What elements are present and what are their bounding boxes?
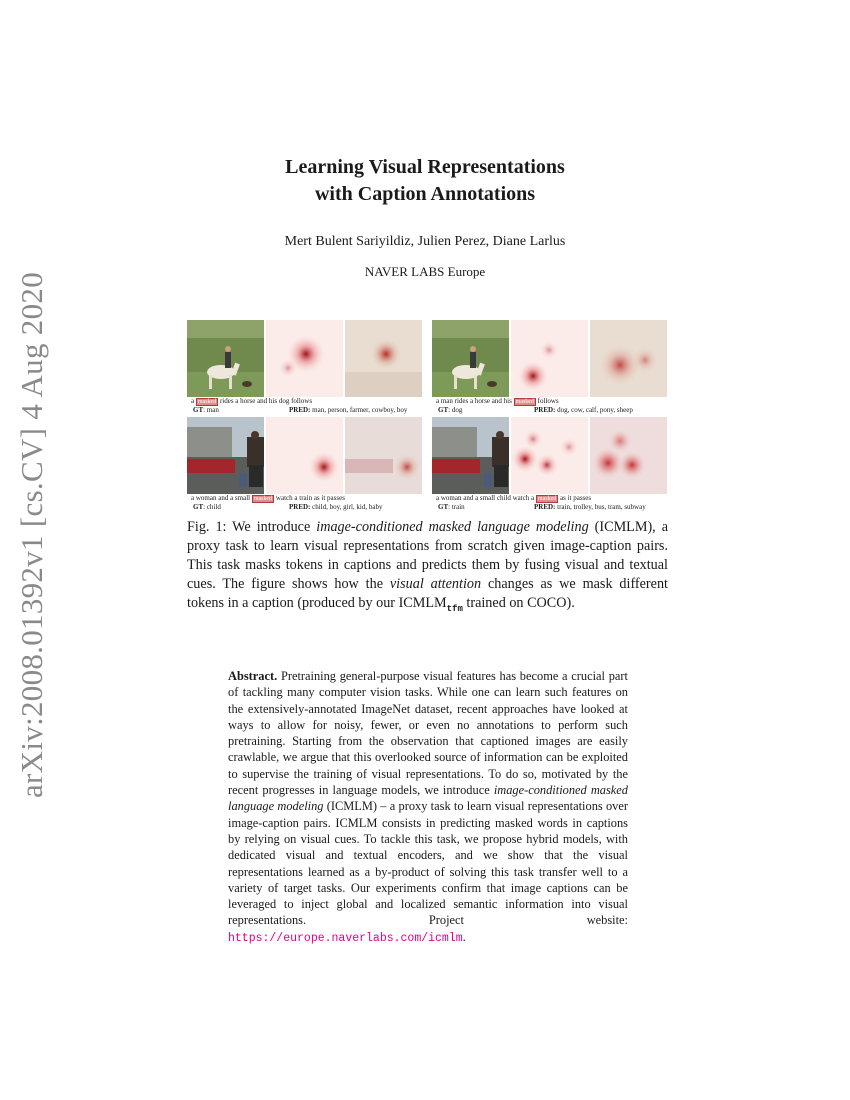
authors: Mert Bulent Sariyildiz, Julien Perez, Diane Larlus <box>284 234 566 249</box>
caption-after: rides a horse and his dog follows <box>218 397 313 405</box>
pred-label: PRED: <box>289 502 311 511</box>
figure-1 <box>187 320 668 516</box>
attention-overlay-train <box>590 417 667 494</box>
attention-map-train <box>511 417 588 494</box>
arxiv-stamp <box>12 271 52 799</box>
pred-row <box>289 406 407 415</box>
pred-value: dog, cow, calf, pony, sheep <box>557 405 633 414</box>
caption-prefix: Fig. 1: We introduce <box>187 519 317 535</box>
attention-overlay-dog <box>590 320 667 397</box>
pred-value: child, boy, girl, kid, baby <box>312 502 383 511</box>
caption-before: a man rides a horse and his <box>436 397 514 405</box>
caption-after: watch a train as it passes <box>274 494 345 502</box>
attention-overlay-child <box>345 417 422 494</box>
project-website-link[interactable]: https://europe.naverlabs.com/icmlm <box>228 931 463 945</box>
caption-before: a <box>191 397 196 405</box>
pred-label: PRED: <box>289 405 311 414</box>
gt-value: man <box>206 405 219 414</box>
abstract <box>228 668 628 947</box>
caption-subscript: tfm <box>446 603 463 614</box>
abstract-part-1: Pretraining general-purpose visual features has become a crucial part of tackling many computer vision tasks. While one can learn such features on the extensively-annotated ImageNet dataset, recent approaches have looked at ways to allow for noisy, fewer, or even no annotations to perform such pretraining. Starting from the observation that captioned images are easily crawlable, we argue that this overlooked source of information can be exploited to supervise the training of visual representations. To do so, motivated by the recent progresses in language models, we introduce <box>228 669 628 798</box>
affiliation: NAVER LABS Europe <box>364 264 486 279</box>
title-line-1: Learning Visual Representations <box>285 156 565 178</box>
gt-row: GT: train <box>438 502 465 511</box>
figure-panel-4 <box>432 417 667 513</box>
photo-train-station <box>432 417 509 494</box>
caption-mid-1: (ICMLM), a proxy task to learn visual representations from scratch given image-caption pairs. This task masks tokens in captions and predicts them by fusing visual and textual cues. The figure shows how the <box>187 519 668 592</box>
pred-label: PRED: <box>534 405 556 414</box>
figure-caption-3 <box>191 494 423 511</box>
figure-panel-2 <box>432 320 667 416</box>
photo-horse-rider <box>432 320 509 397</box>
title-line-2: with Caption Annotations <box>314 183 536 205</box>
caption-mid-2: changes as we mask different tokens in a caption (produced by our ICMLM <box>187 576 668 611</box>
gt-value: child <box>206 502 221 511</box>
photo-horse-rider <box>187 320 264 397</box>
abstract-term: image-conditioned masked language modeling <box>228 783 628 814</box>
gt-row: GT: dog <box>438 405 463 414</box>
gt-value: dog <box>451 405 463 414</box>
pred-row <box>534 503 646 512</box>
attention-overlay-man <box>345 320 422 397</box>
pred-value: man, person, farmer, cowboy, boy <box>312 405 408 414</box>
figure-caption-1 <box>191 397 423 414</box>
caption-after: as it passes <box>558 494 592 502</box>
caption-term: image-conditioned masked language modeling <box>316 519 589 535</box>
abstract-label: Abstract. <box>228 669 278 683</box>
gt-label: GT <box>438 405 449 414</box>
pred-row <box>289 503 382 512</box>
photo-train-station <box>187 417 264 494</box>
caption-term-2: visual attention <box>389 576 482 592</box>
attention-map-child <box>266 417 343 494</box>
gt-label: GT <box>193 502 204 511</box>
gt-row: GT: man <box>193 405 219 414</box>
figure-caption-4 <box>436 494 668 511</box>
masked-token: masked <box>197 399 217 405</box>
figure-caption-2 <box>436 397 668 414</box>
masked-token: masked <box>253 496 273 502</box>
figure-caption <box>187 518 668 619</box>
masked-token: masked <box>537 496 557 502</box>
pred-value: train, trolley, bus, tram, subway <box>557 502 646 511</box>
pred-label: PRED: <box>534 502 556 511</box>
arxiv-stamp-text: arXiv:2008.01392v1 [cs.CV] 4 Aug 2020 <box>14 271 50 799</box>
gt-value: train <box>451 502 465 511</box>
gt-row: GT: child <box>193 502 221 511</box>
figure-panel-1 <box>187 320 422 416</box>
abstract-part-2: (ICMLM) – a proxy task to learn visual representations over image-caption pairs. ICMLM consists in predicting masked words in captions by relying on visual cues. To tackle this task, we propose hybrid models, with dedicated visual and textual encoders, and we show that the visual representations learned as a by-product of solving this task transfer well to a variety of target tasks. Our experiments confirm that image captions can be leveraged to inject global and localized semantic information into visual representations. Project website: <box>228 799 628 928</box>
attention-map-dog <box>511 320 588 397</box>
masked-token: masked <box>515 399 534 405</box>
gt-label: GT <box>438 502 449 511</box>
gt-label: GT <box>193 405 204 414</box>
attention-map-man <box>266 320 343 397</box>
figure-panel-3 <box>187 417 422 513</box>
paper-title <box>0 154 850 208</box>
caption-before: a woman and a small <box>191 494 252 502</box>
abstract-end: . <box>462 929 466 944</box>
caption-after: follows <box>535 397 559 405</box>
caption-before: a woman and a small child watch a <box>436 494 536 502</box>
caption-suffix: trained on COCO). <box>462 595 575 611</box>
pred-row <box>534 406 633 415</box>
